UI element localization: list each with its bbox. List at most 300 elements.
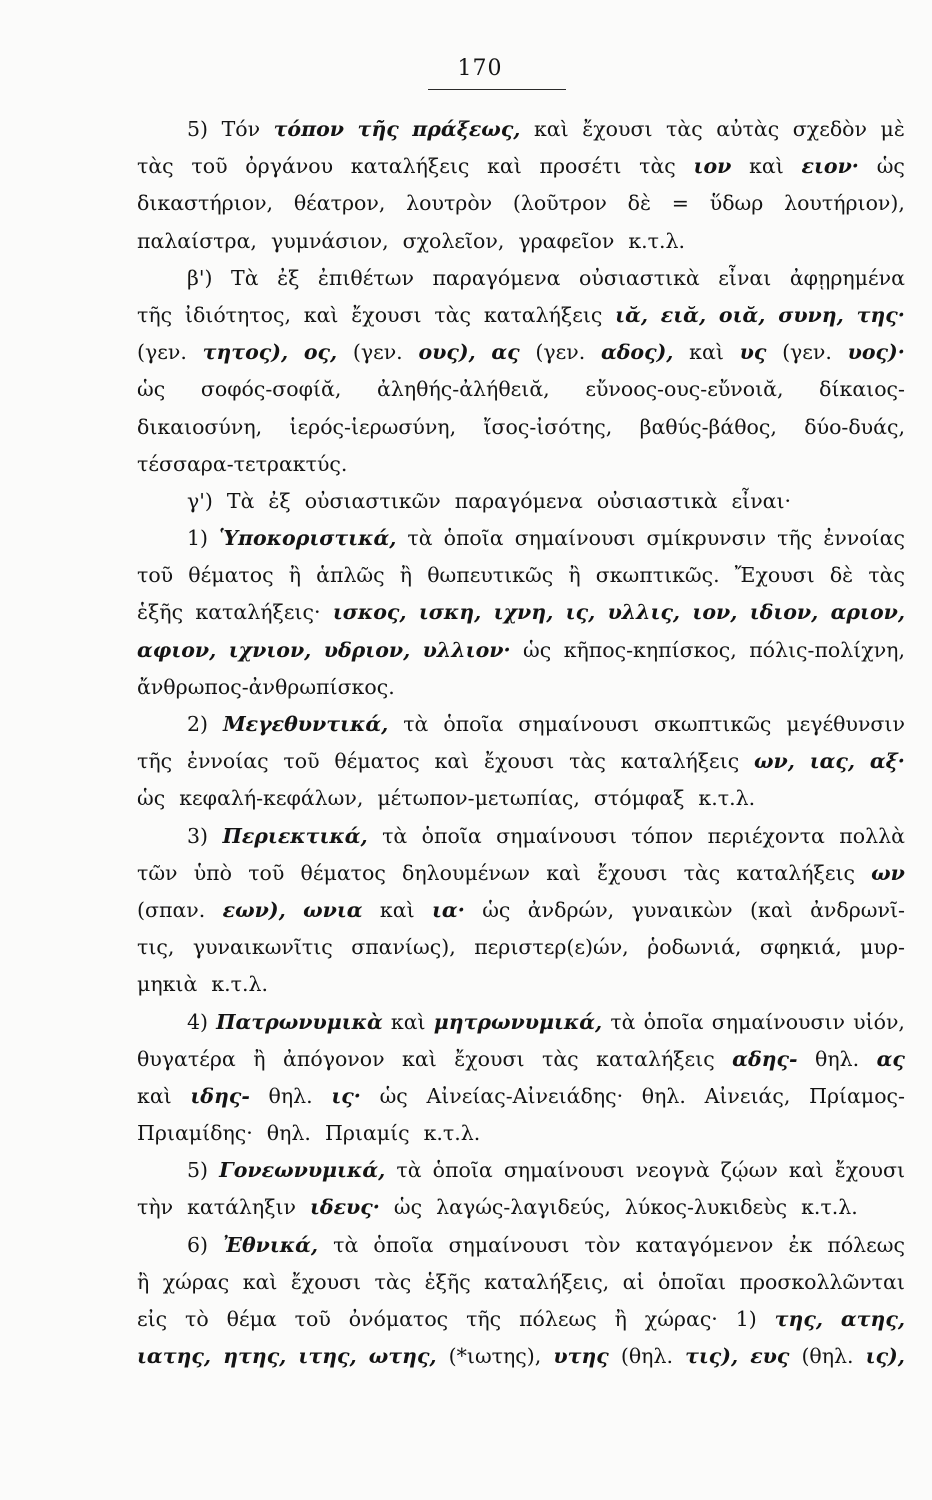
word: τοῦ [191, 154, 228, 179]
page-number: 170 [457, 56, 503, 81]
body-text [137, 117, 905, 1381]
text-line [137, 1121, 905, 1158]
word: μυρ- [860, 935, 905, 960]
word: θηλ. [268, 1083, 313, 1108]
word: κ.τ.λ. [211, 972, 269, 997]
word: ἐννοίας [823, 526, 905, 551]
word: ἰδιότητος, [184, 302, 291, 327]
word: (γεν. [137, 340, 187, 365]
emphasized-word: Ἐθνικά, [223, 1232, 319, 1257]
text-line [137, 1158, 905, 1195]
word: ὁποῖα [421, 823, 482, 848]
emphasized-word: ισκος, [332, 600, 407, 625]
word: 3) [187, 823, 209, 848]
word: οὐσιαστικῶν [304, 488, 441, 513]
emphasized-word: υος)· [847, 340, 905, 365]
word: σκωπτικῶς [654, 712, 772, 736]
word: σημαίνουσι [514, 526, 636, 551]
word: τὰ [610, 1009, 636, 1034]
word: τῶν [137, 860, 178, 885]
text-line [137, 638, 905, 675]
emphasized-word: ων, [754, 749, 795, 774]
word: (σπαν. [137, 897, 206, 922]
emphasized-word: τόπον [273, 117, 344, 141]
word: καταλήξεις [596, 1046, 715, 1071]
word: ὡς [379, 1083, 408, 1108]
word: υἱόν, [853, 1009, 905, 1034]
word: Τὰ [231, 265, 259, 290]
word: καὶ [546, 860, 581, 885]
word: (καὶ [750, 897, 793, 922]
word: 5) [187, 117, 209, 141]
word: ῥοδωνιά, [647, 935, 742, 960]
word: κεφαλή-κεφάλων, [179, 786, 364, 811]
word: (θηλ. [801, 1344, 854, 1369]
text-line [137, 786, 905, 823]
word: παλαίστρα, [137, 228, 257, 253]
word: καὶ [242, 1269, 278, 1294]
text-line [137, 600, 905, 637]
word: δύο-δυάς, [804, 414, 905, 439]
word: εὔνοος-ους-εὔνοιᾰ, [585, 377, 784, 402]
emphasized-word: ιδης- [190, 1083, 250, 1108]
word: γυναικὼν [631, 897, 733, 922]
text-line [137, 1307, 905, 1344]
word: καὶ [303, 302, 339, 327]
emphasized-word: ωτης, [368, 1344, 437, 1369]
word: γραφεῖον [518, 228, 615, 253]
emphasized-word: ιας, [809, 749, 856, 774]
word: ἴσος-ἰσότης, [483, 414, 613, 439]
word: σοφός-σοφίᾰ, [200, 377, 342, 402]
word: τόπον [631, 823, 694, 848]
word: τὰ [333, 1232, 359, 1257]
word: ἔχουσι [351, 302, 422, 327]
emphasized-word: της· [856, 302, 905, 327]
word: μέτωπον-μετωπίας, [377, 786, 580, 811]
word: οὐσιαστικὰ [596, 488, 718, 513]
word: θηλ. [266, 1121, 311, 1146]
word: κ.τ.λ. [698, 786, 756, 811]
word: ὡς [876, 154, 905, 179]
word: καταλήξεις· [195, 600, 321, 625]
word: θέμα [226, 1307, 277, 1331]
emphasized-word: ος, [303, 340, 338, 365]
emphasized-word: τῆς [357, 117, 399, 141]
text-line [137, 229, 905, 266]
word: τῆς [466, 1307, 502, 1331]
word: Τόν [221, 117, 261, 141]
word: ὁποῖα [643, 1009, 704, 1034]
word: τὰ [396, 1158, 422, 1183]
word: σημαίνουσι [496, 823, 617, 848]
word: ὡς [137, 786, 166, 811]
text-line [137, 898, 905, 935]
word: τοῦ [137, 563, 174, 588]
emphasized-word: ις), [865, 1344, 905, 1369]
word: ὀνόματος [348, 1307, 449, 1331]
word: σπανίως), [351, 935, 456, 960]
word: ἀπόγονον [283, 1046, 385, 1071]
word: μηκιὰ [137, 972, 198, 997]
word: (γεν. [782, 340, 832, 365]
word: καταλήξεις [483, 302, 603, 327]
text-line [137, 452, 905, 489]
word: (*ιωτης), [448, 1344, 542, 1369]
emphasized-word: ευς [750, 1344, 790, 1369]
word: τὰς [683, 860, 721, 885]
word: κατάληξιν [187, 1195, 296, 1220]
text-line [137, 1047, 905, 1084]
word: τῆς [777, 526, 813, 551]
word: Ἔχουσι [734, 563, 815, 588]
emphasized-word: ιτης, [298, 1344, 357, 1369]
word: ἐξ [277, 265, 300, 290]
word: τὰς [868, 563, 905, 588]
word: θέματος [188, 563, 274, 588]
word: ἑξῆς [137, 600, 184, 625]
emphasized-word: ειον· [801, 154, 859, 179]
word: καὶ [533, 117, 569, 141]
emphasized-word: ιδιον, [749, 600, 819, 625]
word: γυμνάσιον, [270, 228, 389, 253]
word: σημαίνουσι [518, 712, 640, 736]
text-line [137, 972, 905, 1009]
word: θέματος [300, 860, 386, 885]
word: ἔχουσι [834, 1158, 905, 1183]
word: κ.τ.λ. [801, 1195, 858, 1220]
word: τοῦ [294, 1307, 331, 1331]
emphasized-word: αξ· [869, 749, 905, 774]
word: εἶναι [718, 265, 772, 290]
text-line [137, 563, 905, 600]
word: καὶ [487, 154, 522, 179]
word: λύκος-λυκιδεὺς [624, 1195, 788, 1220]
emphasized-word: της, [774, 1307, 823, 1331]
word: καὶ [390, 1009, 426, 1034]
word: τὸ [185, 1307, 209, 1331]
word: δικαιοσύνη, [137, 414, 263, 439]
emphasized-word: ειᾰ, [660, 302, 707, 327]
word: δὲ [627, 191, 652, 216]
word: ἑξῆς [424, 1269, 471, 1294]
word: καταλήξεις, [484, 1269, 610, 1294]
word: = [671, 191, 689, 216]
word: καὶ [788, 1158, 824, 1183]
word: εἰς [137, 1307, 168, 1331]
emphasized-word: ιον [693, 154, 732, 179]
word: πόλις-πολίχνη, [749, 637, 905, 662]
emphasized-word: οιᾰ, [718, 302, 766, 327]
text-line [137, 1270, 905, 1307]
text-line [137, 526, 905, 563]
emphasized-word: υλλιον· [422, 637, 511, 662]
text-line [137, 266, 905, 303]
word: ἱερός-ἱερωσύνη, [289, 414, 457, 439]
word: θηλ. [641, 1083, 686, 1108]
text-line [137, 749, 905, 786]
word: τῆς [137, 302, 173, 327]
word: τὸν [584, 1232, 621, 1257]
word: τὰ [407, 526, 433, 551]
text-line [137, 1010, 905, 1047]
word: λουτήριον), [784, 191, 905, 216]
emphasized-word: αδος), [600, 340, 674, 365]
word: καὶ [749, 154, 784, 179]
text-line [137, 1195, 905, 1232]
word: ὡς [137, 377, 166, 402]
emphasized-word: ιδευς· [310, 1195, 380, 1220]
word: καταλήξεις [620, 749, 740, 774]
text-line [137, 117, 905, 154]
word: δίκαιος- [819, 377, 905, 402]
word: ἀφῃρημένα [789, 265, 905, 290]
word: δηλουμένων [402, 860, 531, 885]
word: οὐσιαστικὰ [579, 265, 700, 290]
word: (λοῦτρον [512, 191, 607, 216]
word: καὶ [379, 897, 415, 922]
text-line [137, 935, 905, 972]
emphasized-word: ους), [418, 340, 476, 365]
word: ὀργάνου [245, 154, 334, 179]
word: ὁποῖα [432, 1158, 493, 1183]
emphasized-word: Πατρωνυμικὰ [216, 1009, 383, 1034]
word: ὁποῖα [373, 1232, 434, 1257]
word: παραγόμενα [454, 488, 583, 513]
word: σχολεῖον, [402, 228, 505, 253]
word: δικαστήριον, [137, 191, 274, 216]
word: ἢ [568, 563, 581, 588]
word: πόλεως [519, 1307, 597, 1331]
emphasized-word: ις· [331, 1083, 361, 1108]
emphasized-word: μητρωνυμικά, [433, 1009, 603, 1034]
emphasized-word: τις), [685, 1344, 739, 1369]
word: κ.τ.λ. [423, 1121, 481, 1146]
emphasized-word: ας [876, 1046, 905, 1071]
word: αὐτὰς [716, 117, 780, 141]
word: αἱ [622, 1269, 645, 1294]
word: θέματος [334, 749, 420, 774]
text-line [137, 191, 905, 228]
word: σημαίνουσι [503, 1158, 625, 1183]
word: τέσσαρα-τετρακτύς. [137, 451, 348, 476]
word: τὴν [137, 1195, 174, 1220]
word: ἔχουσι [582, 117, 653, 141]
word: καταγόμενον [635, 1232, 774, 1257]
word: 1) [735, 1307, 757, 1331]
word: νεογνὰ [635, 1158, 710, 1183]
word: τὰς [434, 302, 472, 327]
emphasized-word: ιχνη, [493, 600, 554, 625]
emphasized-word: ας [491, 340, 520, 365]
word: 1) [187, 526, 209, 551]
emphasized-word: ια· [432, 897, 465, 922]
word: σημαίνουσι [448, 1232, 570, 1257]
word: πόλεως [827, 1232, 905, 1257]
word: πολλὰ [839, 823, 905, 848]
word: Αἰνείας-Αἰνειάδης· [426, 1083, 624, 1108]
word: 4) [187, 1009, 209, 1034]
emphasized-word: Μεγεθυντικά, [222, 712, 389, 736]
text-line [137, 489, 905, 526]
word: β') [187, 265, 213, 290]
word: ἐκ [788, 1232, 813, 1257]
word: τὰς [639, 154, 676, 179]
word: θωπευτικῶς [427, 563, 554, 588]
emphasized-word: ις, [565, 600, 596, 625]
word: 5) [187, 1158, 209, 1183]
word: ἁπλῶς [316, 563, 385, 588]
word: ἢ [137, 1269, 150, 1294]
text-line [137, 712, 905, 749]
word: σμίκρυνσιν [646, 526, 767, 551]
word: τῆς [137, 749, 173, 774]
word: Τὰ [226, 488, 255, 513]
word: καὶ [137, 1083, 172, 1108]
emphasized-word: Ὑποκοριστικά, [219, 526, 397, 551]
word: τὰς [374, 1269, 412, 1294]
emphasized-word: Γονεωνυμικά, [219, 1158, 386, 1183]
word: θηλ. [815, 1046, 860, 1071]
word: (γεν. [535, 340, 586, 365]
word: ἢ [399, 563, 413, 588]
word: σκωπτικῶς. [595, 563, 720, 588]
word: λουτρὸν [406, 191, 493, 216]
word: καταλήξεις [736, 860, 855, 885]
word: ζῴων [720, 1158, 778, 1183]
word: τοῦ [283, 749, 320, 774]
text-line [137, 1233, 905, 1270]
word: περιέχοντα [707, 823, 825, 848]
word: χώρας· [644, 1307, 718, 1331]
word: Πριαμίδης· [137, 1121, 253, 1146]
word: μὲ [880, 117, 905, 141]
emphasized-word: τητος), [202, 340, 289, 365]
word: ἢ [253, 1046, 266, 1071]
word: προσέτι [539, 154, 622, 179]
emphasized-word: ιχνιον, [228, 637, 312, 662]
text-line [137, 675, 905, 712]
word: τὰς [569, 749, 606, 774]
text-line [137, 1344, 905, 1381]
word: ἀνδρωνῖ- [810, 897, 905, 922]
word: γ') [187, 488, 213, 513]
word: θέατρον, [293, 191, 386, 216]
word: 2) [187, 712, 209, 736]
word: ἐννοίας [186, 749, 269, 774]
text-line [137, 415, 905, 452]
word: ὕδωρ [709, 191, 764, 216]
word: ἄνθρωπος-ἀνθρωπίσκος. [137, 674, 395, 699]
word: εἶναι· [731, 488, 792, 513]
emphasized-word: υς [739, 340, 767, 365]
word: τὰς [666, 117, 703, 141]
word: σημαίνουσιν [711, 1009, 846, 1034]
word: ἀληθής-ἀλήθειᾰ, [377, 377, 550, 402]
word: Αἰνειάς, [704, 1083, 791, 1108]
word: ἢ [614, 1307, 627, 1331]
word: ἢ [288, 563, 301, 588]
emphasized-word: ων [871, 860, 905, 885]
emphasized-word: ητης, [223, 1344, 287, 1369]
word: γυναικωνῖτις [192, 935, 333, 960]
word: κῆπος-κηπίσκος, [563, 637, 737, 662]
emphasized-word: εων), [222, 897, 286, 922]
word: περιστερ(ε)ών, [474, 935, 629, 960]
word: ἔχουσι [484, 749, 555, 774]
emphasized-word: αφιον, [137, 637, 217, 662]
word: κ.τ.λ. [628, 228, 686, 253]
word: προσκολλῶνται [739, 1269, 905, 1294]
word: ἐξ [268, 488, 291, 513]
word: λαγώς-λαγιδεύς, [436, 1195, 611, 1220]
word: ὁποῖαι [657, 1269, 727, 1294]
word: ὡς [393, 1195, 423, 1220]
word: ὁποῖα [443, 712, 504, 736]
word: ἔχουσι [290, 1269, 362, 1294]
emphasized-word: ατης, [840, 1307, 905, 1331]
word: παραγόμενα [432, 265, 561, 290]
word: ὑπὸ [193, 860, 232, 885]
word: ἐπιθέτων [317, 265, 414, 290]
word: ἔχουσι [454, 1046, 525, 1071]
text-line [137, 340, 905, 377]
word: βαθύς-βάθος, [639, 414, 777, 439]
word: (θηλ. [620, 1344, 673, 1369]
word: μεγέθυνσιν [786, 712, 905, 736]
emphasized-word: ιᾰ, [615, 302, 648, 327]
word: ὡς [482, 897, 511, 922]
emphasized-word: ωνια [303, 897, 363, 922]
emphasized-word: Περιεκτικά, [222, 823, 368, 848]
emphasized-word: συνη, [778, 302, 844, 327]
emphasized-word: ιατης, [137, 1344, 212, 1369]
word: καταλήξεις [350, 154, 470, 179]
word: τὰς [137, 154, 174, 179]
word: σφηκιά, [759, 935, 842, 960]
emphasized-word: υδριον, [323, 637, 411, 662]
text-line [137, 303, 905, 340]
emphasized-word: ισκη, [418, 600, 482, 625]
word: ὡς [523, 637, 552, 662]
word: Πριαμίς [324, 1121, 410, 1146]
word: ὁποῖα [443, 526, 504, 551]
text-line [137, 154, 905, 191]
word: στόμφαξ [593, 786, 685, 811]
word: χώρας [162, 1269, 230, 1294]
word: 6) [187, 1232, 209, 1257]
emphasized-word: αδης- [732, 1046, 798, 1071]
word: καὶ [434, 749, 470, 774]
text-line [137, 377, 905, 414]
emphasized-word: πράξεως, [412, 117, 521, 141]
word: (γεν. [352, 340, 403, 365]
emphasized-word: ιον, [692, 600, 738, 625]
word: καὶ [689, 340, 724, 365]
word: τὰ [382, 823, 408, 848]
emphasized-word: υλλις, [607, 600, 681, 625]
emphasized-word: υτης [553, 1344, 609, 1369]
page-number-rule [428, 89, 566, 90]
word: Πρίαμος- [809, 1083, 905, 1108]
word: θυγατέρα [137, 1046, 236, 1071]
emphasized-word: αριον, [830, 600, 905, 625]
text-line [137, 1084, 905, 1121]
word: ἀνδρών, [527, 897, 615, 922]
word: τὰς [541, 1046, 579, 1071]
text-line [137, 824, 905, 861]
text-line [137, 861, 905, 898]
